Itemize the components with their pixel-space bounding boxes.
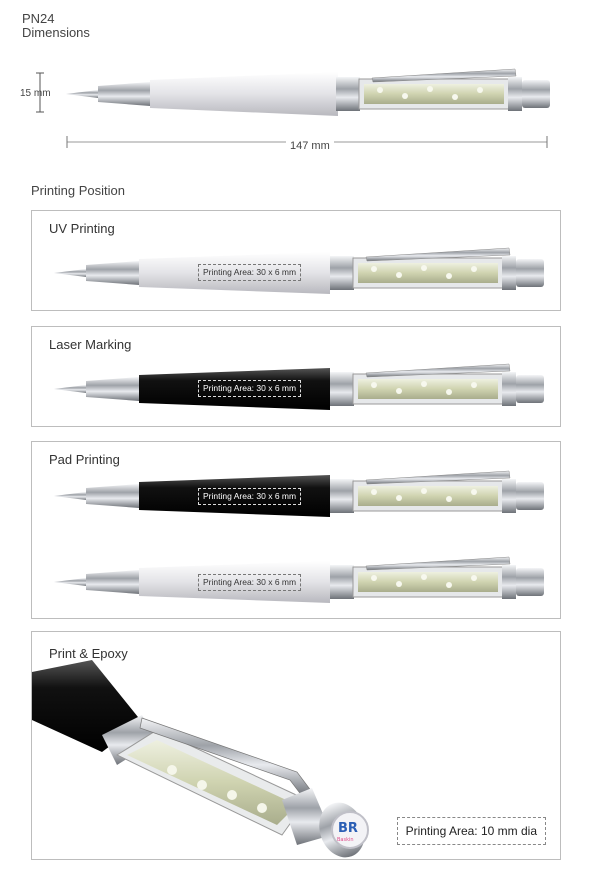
panel-title: Pad Printing <box>49 452 120 467</box>
panel-laser-marking <box>31 326 561 427</box>
length-dimension: 147 mm <box>286 140 334 152</box>
svg-text:Baskin: Baskin <box>337 837 354 843</box>
printing-area-label: Printing Area: 30 x 6 mm <box>198 264 301 281</box>
height-dimension: 15 mm <box>20 88 51 99</box>
panel-uv-printing <box>31 210 561 311</box>
pen-black <box>54 363 554 413</box>
svg-text:BR: BR <box>338 821 358 836</box>
printing-position-heading: Printing Position <box>31 183 125 198</box>
panel-title: Print & Epoxy <box>49 646 128 661</box>
panel-pad-printing <box>31 441 561 619</box>
panel-title: UV Printing <box>49 221 115 236</box>
panel-print-epoxy <box>31 631 561 860</box>
printing-area-label: Printing Area: 10 mm dia <box>397 817 546 845</box>
pen-white <box>54 556 554 606</box>
product-code: PN24 <box>22 11 55 26</box>
printing-area-label: Printing Area: 30 x 6 mm <box>198 574 301 591</box>
panel-title: Laser Marking <box>49 337 132 352</box>
dimensions-heading: Dimensions <box>22 25 90 40</box>
pen-white <box>54 247 554 297</box>
pen-black <box>54 470 554 520</box>
printing-area-label: Printing Area: 30 x 6 mm <box>198 488 301 505</box>
printing-area-label: Printing Area: 30 x 6 mm <box>198 380 301 397</box>
